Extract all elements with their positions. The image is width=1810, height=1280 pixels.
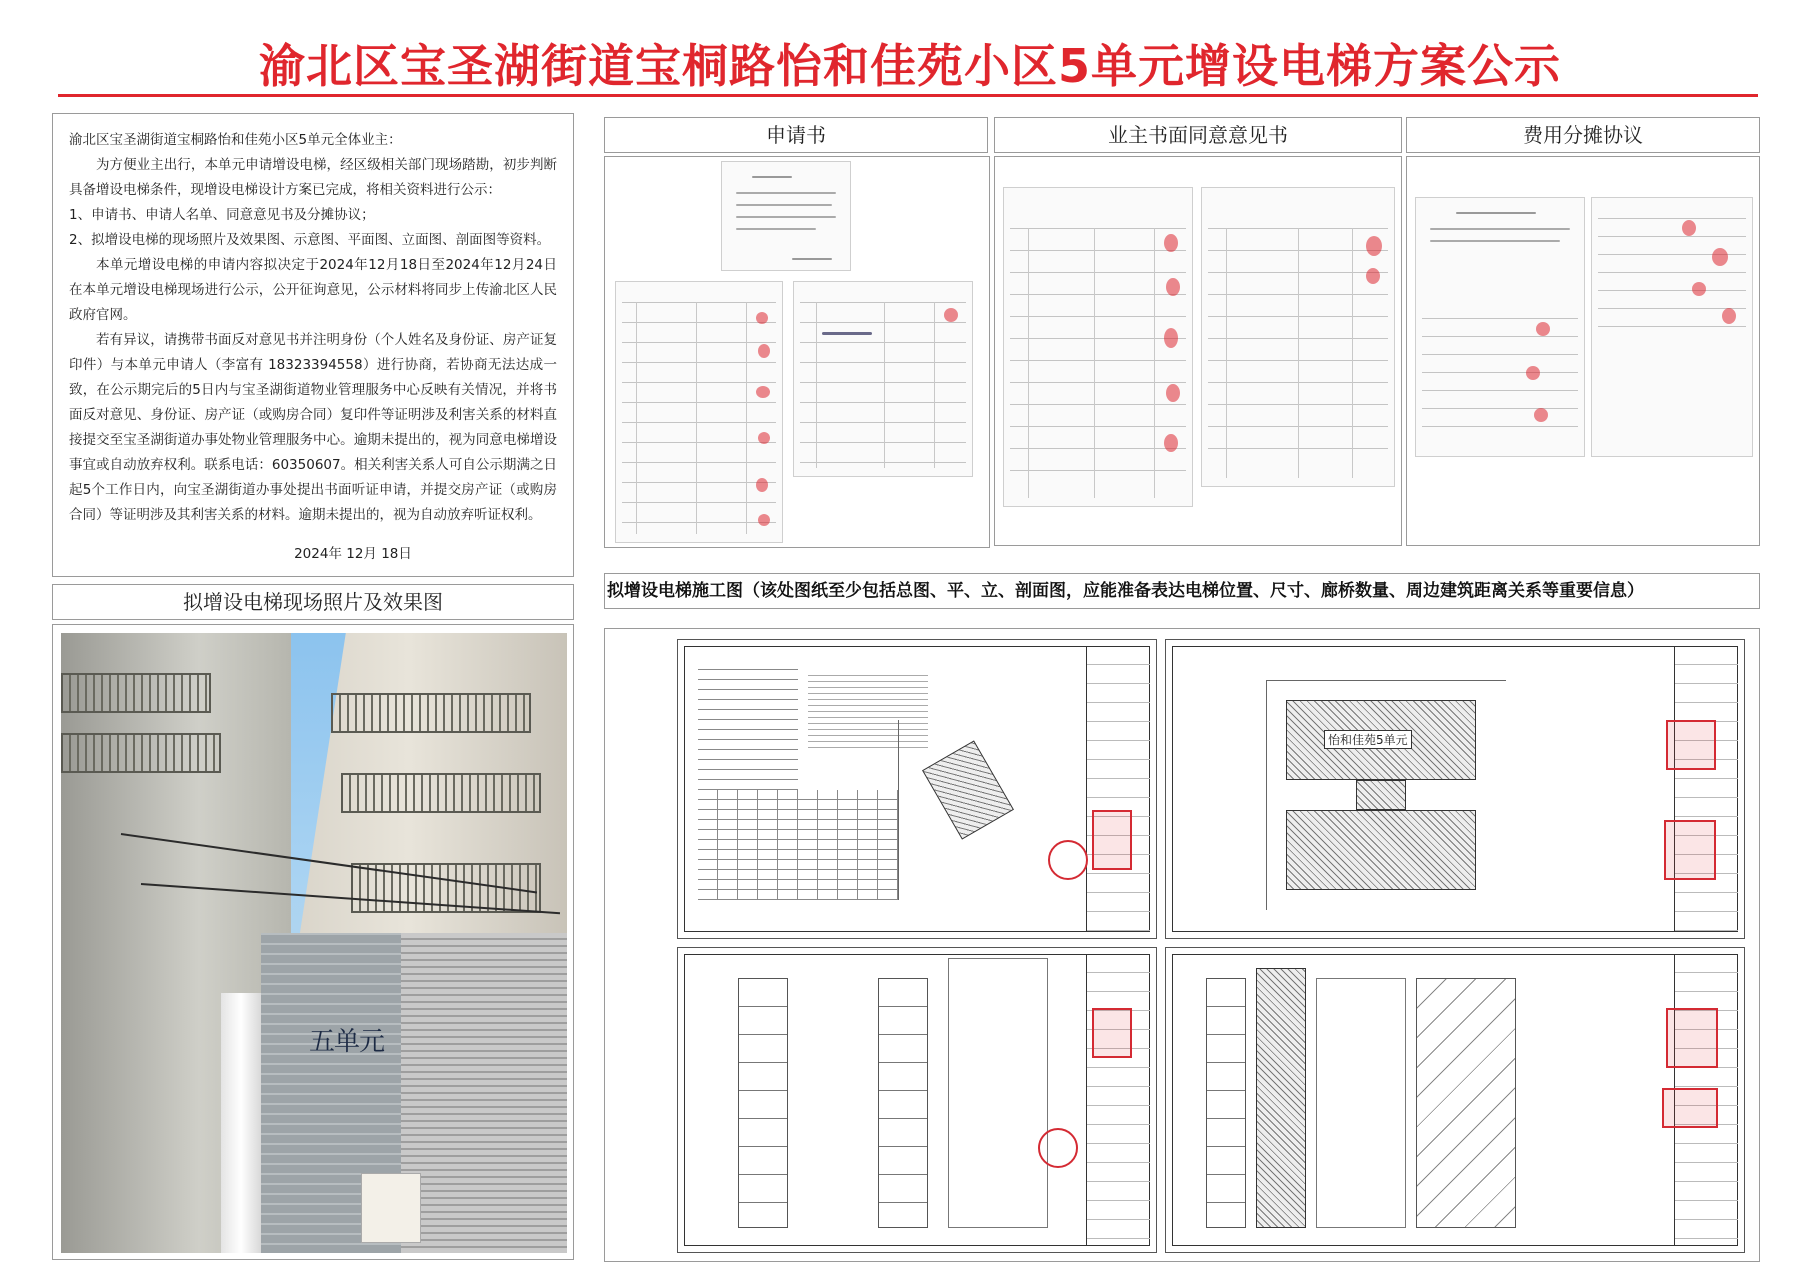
- application-letter-sheet: [721, 161, 851, 271]
- page-title: 渝北区宝圣湖街道宝桐路怡和佳苑小区5单元增设电梯方案公示: [258, 39, 1561, 93]
- application-documents: [604, 156, 990, 548]
- photo-pillar: [221, 993, 261, 1253]
- notice-panel: [52, 113, 574, 577]
- photo-poster: [361, 1173, 421, 1243]
- notice-paragraph-3: 若有异议，请携带书面反对意见书并注明身份（个人姓名及身份证、房产证复印件）与本单元申请人（李富有 18323394558）进行协商，若协商无法达成一致，在公示期完后的5日内与宝圣湖街道物业管理服务中心反映有关情况，并将书面反对意见、身份证、房产证（或购房合同）复印件等证明涉及利害关系的材料直接提交至宝圣湖街道办事处物业管理服务中心。逾期未提出的，视为同意电梯增设事宜或自动放弃权利。联系电话：60350607。相关利害关系人可自公示期满之日起5个工作日内，向宝圣湖街道办事处提出书面听证申请，并提交房产证（或购房合同）等证明涉及其利害关系的材料。逾期未提出的，视为自动放弃听证权利。: [69, 332, 557, 523]
- photo-balcony: [331, 693, 531, 733]
- consent-section-label: 业主书面同意意见书: [994, 117, 1402, 153]
- fee-documents: [1406, 156, 1760, 546]
- notice-paragraph-2: 本单元增设电梯的申请内容拟决定于2024年12月18日至2024年12月24日在本单元增设电梯现场进行公示，公开征询意见，公示材料将同步上传渝北区人民政府官网。: [69, 257, 557, 323]
- site-photo: [61, 633, 567, 1253]
- fee-section-label: 费用分摊协议: [1406, 117, 1760, 153]
- photo-shutter: [401, 933, 567, 1253]
- title-underline: [58, 94, 1758, 97]
- consent-sheet-2: [1201, 187, 1395, 487]
- floor-plan-drawing: [1165, 639, 1745, 939]
- photo-balcony: [61, 733, 221, 773]
- construction-section-label: 拟增设电梯施工图（该处图纸至少包括总图、平、立、剖面图，应能准备表达电梯位置、尺寸、廊桥数量、周边建筑距离关系等重要信息）: [604, 573, 1760, 609]
- photo-balcony: [341, 773, 541, 813]
- elevation-drawing-1: [677, 947, 1157, 1253]
- site-plan-drawing: [677, 639, 1157, 939]
- construction-drawings-panel: [604, 628, 1760, 1262]
- photo-balcony: [61, 673, 211, 713]
- notice-paragraph-1: 为方便业主出行，本单元申请增设电梯，经区级相关部门现场踏勘，初步判断具备增设电梯条件，现增设电梯设计方案已完成，将相关资料进行公示：: [69, 157, 557, 198]
- consent-documents: [994, 156, 1402, 546]
- application-section-label: 申请书: [604, 117, 988, 153]
- photo-wall-text: 五单元: [309, 1027, 385, 1057]
- consent-sheet-1: [1003, 187, 1193, 507]
- notice-date: 2024年 12月 18日: [294, 546, 412, 562]
- fee-signature-sheet: [1591, 197, 1753, 457]
- applicant-list-sheet-2: [793, 281, 973, 477]
- photo-section-label: 拟增设电梯现场照片及效果图: [52, 584, 574, 620]
- site-photo-panel: [52, 624, 574, 1260]
- applicant-list-sheet-1: [615, 281, 783, 543]
- notice-item-2: 2、拟增设电梯的现场照片及效果图、示意图、平面图、立面图、剖面图等资料。: [69, 232, 551, 248]
- floor-plan-tag: 怡和佳苑5单元: [1324, 730, 1412, 749]
- fee-agreement-sheet: [1415, 197, 1585, 457]
- section-drawing: [1165, 947, 1745, 1253]
- notice-salutation: 渝北区宝圣湖街道宝桐路怡和佳苑小区5单元全体业主：: [69, 132, 402, 148]
- notice-item-1: 1、申请书、申请人名单、同意意见书及分摊协议；: [69, 207, 375, 223]
